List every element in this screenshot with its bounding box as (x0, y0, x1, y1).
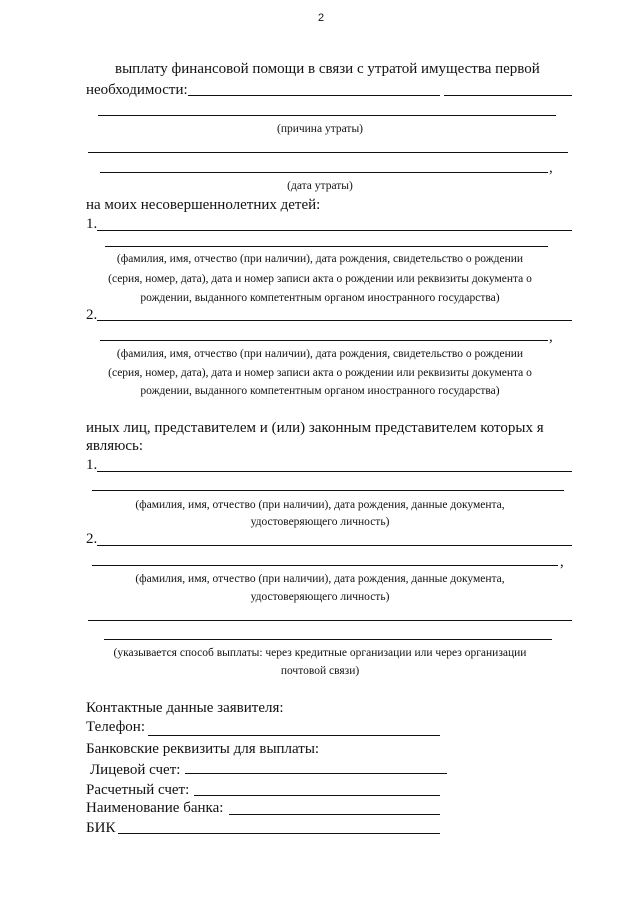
children-heading: на моих несовершеннолетних детей: (86, 197, 321, 213)
settlement-account-input-line[interactable] (194, 795, 440, 796)
bik-label: БИК (86, 820, 116, 836)
other-1-caption-line: (фамилия, имя, отчество (при наличии), дата рождения, данные документа, (135, 499, 505, 511)
reason-input-line[interactable] (98, 115, 556, 116)
payment-method-input-line[interactable] (104, 639, 552, 640)
settlement-account-label: Расчетный счет: (86, 782, 190, 798)
child-2-caption-line: (фамилия, имя, отчество (при наличии), дата рождения, свидетельство о рождении (116, 348, 524, 360)
child-2-caption-line: рождении, выданного компетентным органом иностранного государства) (140, 385, 500, 397)
child-1-caption-line: (серия, номер, дата), дата и номер записи акта о рождении или реквизиты документа о (108, 273, 532, 285)
loss-date-input-line[interactable] (100, 172, 548, 173)
trailing-comma: , (549, 329, 553, 345)
payment-caption-line: почтовой связи) (280, 665, 360, 677)
trailing-comma: , (549, 160, 553, 176)
phone-label: Телефон: (86, 719, 145, 735)
intro-line-1: выплату финансовой помощи в связи с утратой имущества первой (115, 61, 540, 77)
other-2-caption-line: (фамилия, имя, отчество (при наличии), дата рождения, данные документа, (135, 573, 505, 585)
loss-reason-caption: (причина утраты) (276, 123, 363, 135)
personal-account-label: Лицевой счет: (90, 762, 181, 778)
others-heading-line-1: иных лиц, представителем и (или) законным представителем которых я (86, 420, 544, 436)
phone-input-line[interactable] (148, 735, 440, 736)
other-2-input-line[interactable] (92, 565, 558, 566)
loss-date-caption: (дата утраты) (287, 180, 353, 192)
reason-input-line[interactable] (444, 95, 572, 96)
other-1-caption-line: удостоверяющего личность) (250, 516, 390, 528)
child-2-number: 2. (86, 307, 98, 323)
other-2-caption-line: удостоверяющего личность) (250, 591, 390, 603)
other-1-number: 1. (86, 457, 98, 473)
reason-input-line[interactable] (188, 95, 440, 96)
personal-account-input-line[interactable] (185, 773, 447, 774)
others-heading-line-2: являюсь: (86, 438, 144, 454)
loss-date-input-line[interactable] (88, 152, 568, 153)
other-2-input-line[interactable] (97, 545, 572, 546)
bank-name-input-line[interactable] (229, 814, 440, 815)
child-1-caption-line: рождении, выданного компетентным органом иностранного государства) (140, 292, 500, 304)
bik-input-line[interactable] (118, 833, 440, 834)
intro-line-2: необходимости: (86, 82, 188, 98)
contacts-heading: Контактные данные заявителя: (86, 700, 284, 716)
trailing-comma: , (560, 554, 564, 570)
payment-caption-line: (указывается способ выплаты: через кредитные организации или через организации (113, 647, 527, 659)
payment-method-input-line[interactable] (88, 620, 572, 621)
bank-name-label: Наименование банка: (86, 800, 224, 816)
other-2-number: 2. (86, 531, 98, 547)
other-1-input-line[interactable] (97, 471, 572, 472)
child-1-input-line[interactable] (105, 246, 548, 247)
child-1-caption-line: (фамилия, имя, отчество (при наличии), дата рождения, свидетельство о рождении (116, 253, 524, 265)
child-1-number: 1. (86, 216, 98, 232)
other-1-input-line[interactable] (92, 490, 564, 491)
page-number: 2 (318, 12, 325, 24)
child-1-input-line[interactable] (97, 230, 572, 231)
child-2-input-line[interactable] (100, 340, 548, 341)
bank-details-heading: Банковские реквизиты для выплаты: (86, 741, 320, 757)
child-2-caption-line: (серия, номер, дата), дата и номер записи акта о рождении или реквизиты документа о (108, 367, 532, 379)
child-2-input-line[interactable] (97, 320, 572, 321)
